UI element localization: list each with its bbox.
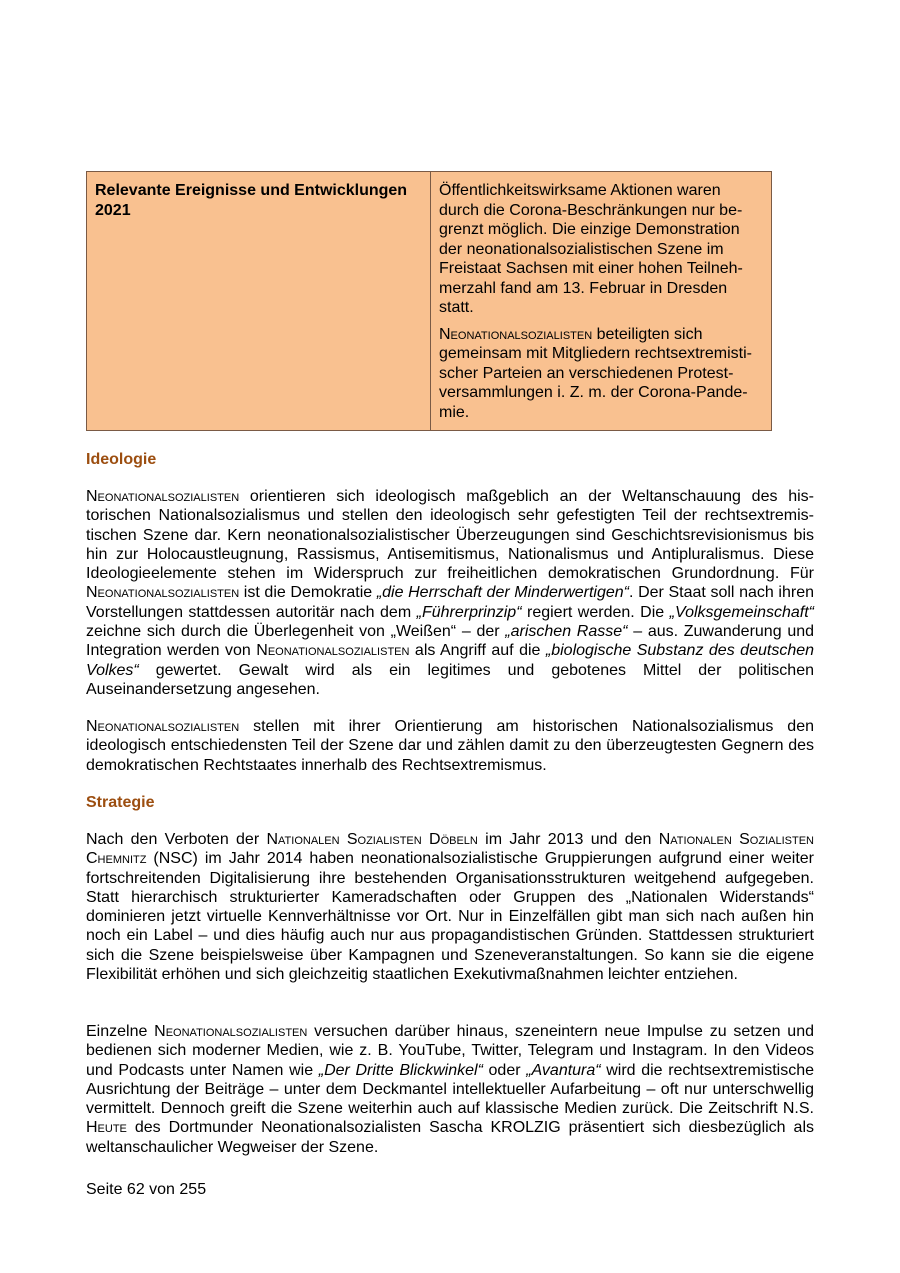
table-paragraph-2: Neonationalsozialisten beteiligten sich gemeinsam mit Mitgliedern rechtsextremistischer Parteien an verschiedenen Protestversammlungen i. Z. m. der Corona-Pandemie. [439,325,752,421]
strategie-paragraph-1: Nach den Verboten der Nationalen Sozialisten Döbeln im Jahr 2013 und den Nationalen Sozialisten Chemnitz (NSC) im Jahr 2014 haben neonationalsozialistische Gruppierungen aufgrund einer weiter fortschreitenden Digitalisierung ihre bestehenden Organisationsstrukturen weitgehend aufgegeben. Statt hierarchisch strukturierter Kameradschaften oder Gruppen des „Nationalen Widerstands“ dominieren jetzt virtuelle Kennverhältnisse vor Ort. Nur in Einzelfällen gibt man sich nach außen hin noch ein Label – und dies häufig auch nur aus propagandistischen Gründen. Stattdessen strukturiert sich die Szene beispielsweise über Kampagnen und Szeneveranstaltungen. So kann sie die eigene Flexibilität erhöhen und sich gleichzeitig staatlichen Exekutivmaßnahmen leichter entziehen. [86,831,814,984]
table-content-cell [431,172,772,431]
ideologie-paragraph-1: Neonationalsozialisten orientieren sich ideologisch maßgeblich an der Weltanschauung des historischen Nationalsozialismus und stellen den ideologisch sehr gefestigten Teil der rechtsextremistischen Szene dar. Kern neonationalsozialistischer Überzeugungen sind Geschichtsrevisionismus bis hin zur Holocaustleugnung, Rassismus, Antisemitismus, Nationalismus und Antipluralismus. Diese Ideologieelemente stehen im Widerspruch zur freiheitlichen demokratischen Grundordnung. Für Neonationalsozialisten ist die Demokratie „die Herrschaft der Minderwertigen“. Der Staat soll nach ihren Vorstellungen stattdessen autoritär nach dem „Führerprinzip“ regiert werden. Die „Volksgemeinschaft“ zeichne sich durch die Überlegenheit von „Weißen“ – der „arischen Rasse“ – aus. Zuwanderung und Integration werden von Neonationalsozialisten als Angriff auf die „biologische Substanz des deutschen Volkes“ gewertet. Gewalt wird als ein legitimes und gebotenes Mittel der politischen Auseinandersetzung angesehen. [86,488,815,698]
table-label-cell: Relevante Ereignisse und Entwicklungen 2021 [87,172,431,431]
heading-ideologie: Ideologie [86,451,157,468]
ideologie-paragraph-2: Neonationalsozialisten stellen mit ihrer Orientierung am historischen Nationalsozialismus den ideologisch entschiedensten Teil der Szene dar und zählen damit zu den überzeugtesten Gegnern des demokratischen Rechtstaates innerhalb des Rechtsextremismus. [86,718,814,774]
heading-strategie: Strategie [86,794,155,811]
table-paragraph-1: Öffentlichkeitswirksame Aktionen waren durch die Corona-Beschränkungen nur begrenzt möglich. Die einzige Demonstration der neonationalsozialistischen Szene im Freistaat Sachsen mit einer hohen Teilnehmerzahl fand am 13. Februar in Dresden statt. [439,182,743,316]
strategie-paragraph-2: Einzelne Neonationalsozialisten versuchen darüber hinaus, szeneintern neue Impulse zu setzen und bedienen sich moderner Medien, wie z. B. YouTube, Twitter, Telegram und Instagram. In den Videos und Podcasts unter Namen wie „Der Dritte Blickwinkel“ oder „Avantura“ wird die rechtsextremistische Ausrichtung der Beiträge – unter dem Deckmantel intellektueller Aufarbeitung – oft nur unterschwellig vermittelt. Dennoch greift die Szene weiterhin auch auf klassische Medien zurück. Die Zeitschrift N.S. Heute des Dortmunder Neonationalsozialisten Sascha KROLZIG präsentiert sich diesbezüglich als weltanschaulicher Wegweiser der Szene. [86,1023,815,1156]
smallcaps-term: Neonationalsozialisten [439,325,593,343]
table-row [87,172,772,431]
events-table [86,171,772,431]
page-number: Seite 62 von 255 [86,1181,207,1198]
